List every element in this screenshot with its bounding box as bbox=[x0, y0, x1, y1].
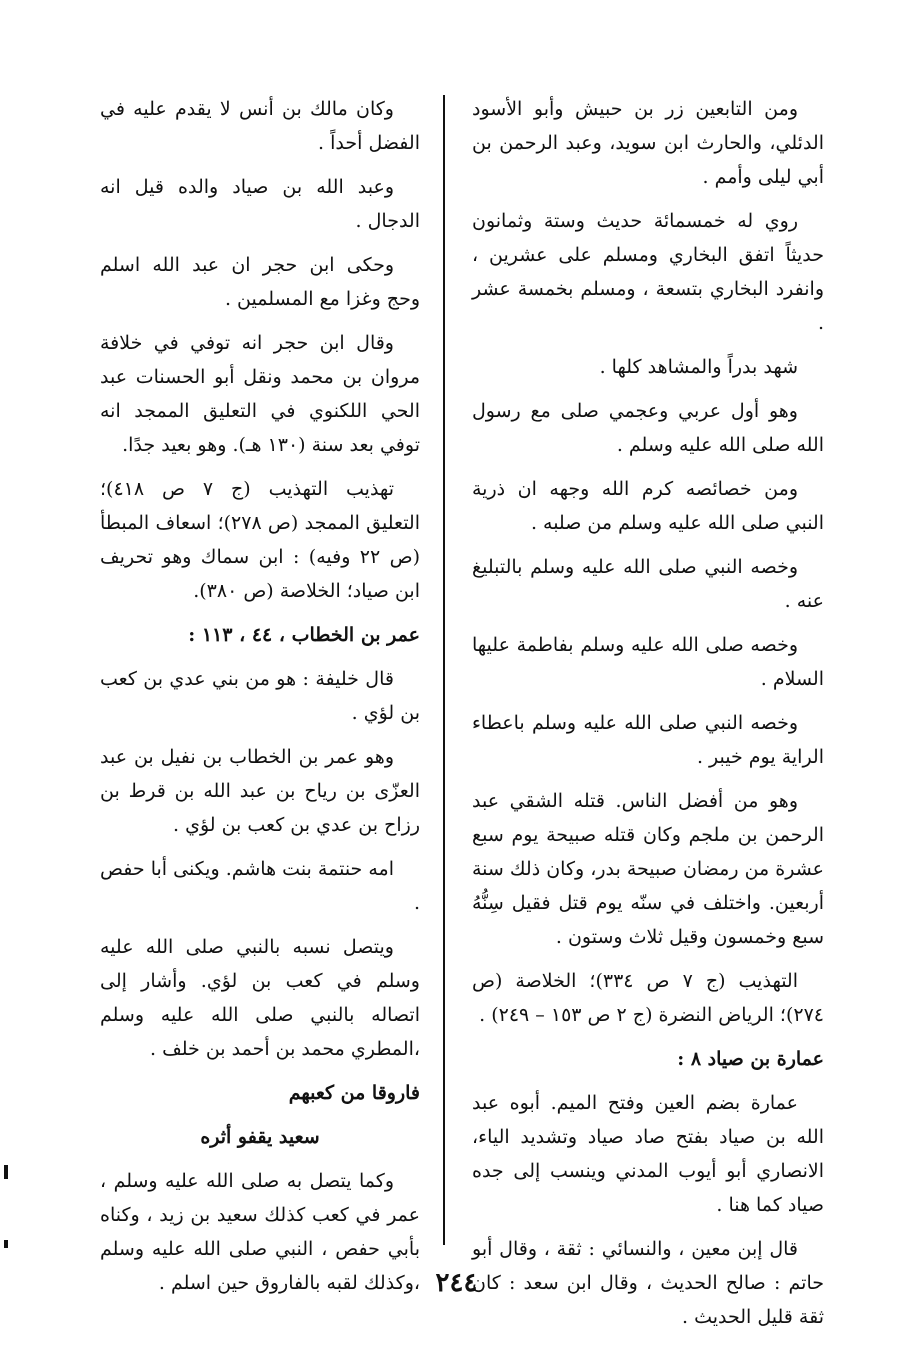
scan-edge-mark bbox=[4, 1165, 8, 1179]
paragraph: وحكى ابن حجر ان عبد الله اسلم وحج وغزا مع المسلمين . bbox=[100, 254, 420, 310]
reference-citation: تهذيب التهذيب (ج ٧ ص ٤١٨)؛ التعليق الممجد (ص ٢٧٨)؛ اسعاف المبطأ (ص ٢٢ وفيه) : ابن سماك وهو تحريف ابن صياد؛ الخلاصة (ص ٣٨٠). bbox=[100, 478, 420, 602]
paragraph: وهو أول عربي وعجمي صلى مع رسول الله صلى الله عليه وسلم . bbox=[472, 400, 824, 456]
paragraph: ومن خصائصه كرم الله وجهه ان ذرية النبي صلى الله عليه وسلم من صلبه . bbox=[472, 478, 824, 534]
paragraph: امه حنتمة بنت هاشم. ويكنى أبا حفص . bbox=[100, 858, 420, 914]
paragraph: قال إبن معين ، والنسائي : ثقة ، وقال أبو حاتم : صالح الحديث ، وقال ابن سعد : كان ثقة قليل الحديث . bbox=[472, 1238, 824, 1328]
paragraph: وهو عمر بن الخطاب بن نفيل بن عبد العزّى بن رياح بن عبد الله بن قرط بن رزاح بن عدي بن كعب بن لؤي . bbox=[100, 746, 420, 836]
left-column bbox=[100, 92, 420, 1310]
paragraph: وعبد الله بن صياد والده قيل انه الدجال . bbox=[100, 176, 420, 232]
paragraph: ومن التابعين زر بن حبيش وأبو الأسود الدئلي، والحارث ابن سويد، وعبد الرحمن بن أبي ليلى وأمم . bbox=[472, 98, 824, 188]
paragraph: وكما يتصل به صلى الله عليه وسلم ، عمر في كعب كذلك سعيد بن زيد ، وكناه بأبي حفص ، النبي صلى الله عليه وسلم ،وكذلك لقبه بالفاروق حين اسلم . bbox=[100, 1170, 420, 1294]
verse-line: سعيد يقفو أثره bbox=[200, 1126, 320, 1148]
paragraph: وخصه النبي صلى الله عليه وسلم باعطاء الراية يوم خيبر . bbox=[472, 712, 824, 768]
paragraph: وخصه صلى الله عليه وسلم بفاطمة عليها السلام . bbox=[472, 634, 824, 690]
entry-heading: عمارة بن صياد ٨ : bbox=[677, 1048, 824, 1070]
verse-line: فاروقا من كعبهم bbox=[288, 1082, 420, 1104]
paragraph: شهد بدراً والمشاهد كلها . bbox=[599, 356, 798, 378]
paragraph: روي له خمسمائة حديث وستة وثمانون حديثاً اتفق البخاري ومسلم على عشرين ، وانفرد البخاري بتسعة ، ومسلم بخمسة عشر . bbox=[472, 210, 824, 334]
paragraph: وكان مالك بن أنس لا يقدم عليه في الفضل أحداً . bbox=[100, 98, 420, 154]
paragraph: وخصه النبي صلى الله عليه وسلم بالتبليغ عنه . bbox=[472, 556, 824, 612]
scan-edge-mark bbox=[4, 1240, 8, 1248]
entry-heading: عمر بن الخطاب ، ٤٤ ، ١١٣ : bbox=[188, 624, 420, 646]
paragraph: عمارة بضم العين وفتح الميم. أبوه عبد الله بن صياد بفتح صاد صياد وتشديد الياء، الانصاري أبو أيوب المدني وينسب إلى جده صياد كما هنا . bbox=[472, 1092, 824, 1216]
paragraph: قال خليفة : هو من بني عدي بن كعب بن لؤي . bbox=[100, 668, 420, 724]
paragraph: وقال ابن حجر انه توفي في خلافة مروان بن محمد ونقل أبو الحسنات عبد الحي اللكنوي في التعليق الممجد انه توفي بعد سنة (١٣٠ هـ). وهو بعيد جدًا. bbox=[100, 332, 420, 456]
paragraph: وهو من أفضل الناس. قتله الشقي عبد الرحمن بن ملجم وكان قتله صبيحة يوم سبع عشرة من رمضان صبيحة بدر، وكان ذلك سنة أربعين. واختلف في سنّه يوم قتل فقيل سِنُّهُ سبع وخمسون وقيل ثلاث وستون . bbox=[472, 790, 824, 948]
page-number: ٢٤٤ bbox=[435, 1268, 478, 1298]
column-divider bbox=[443, 95, 445, 1245]
right-column bbox=[472, 92, 824, 1344]
paragraph: ويتصل نسبه بالنبي صلى الله عليه وسلم في كعب بن لؤي. وأشار إلى اتصاله بالنبي صلى الله عليه وسلم ،المطري محمد بن أحمد بن خلف . bbox=[100, 936, 420, 1060]
reference-citation: التهذيب (ج ٧ ص ٣٣٤)؛ الخلاصة (ص ٢٧٤)؛ الرياض النضرة (ج ٢ ص ١٥٣ – ٢٤٩) . bbox=[472, 970, 824, 1026]
